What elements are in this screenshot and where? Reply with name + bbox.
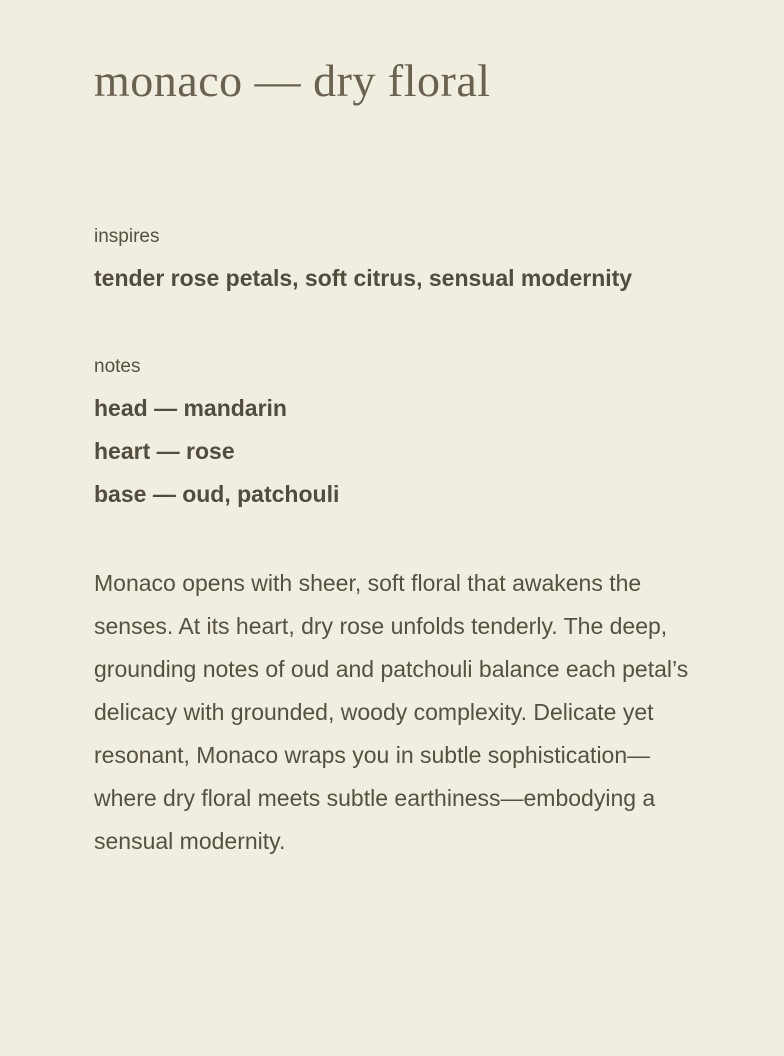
notes-label: notes <box>94 356 141 377</box>
note-line-head: head — mandarin <box>94 395 287 421</box>
inspires-value: tender rose petals, soft citrus, sensual modernity <box>94 265 633 291</box>
notes-section <box>94 354 694 516</box>
inspires-section <box>94 224 694 300</box>
note-line-heart: heart — rose <box>94 438 235 464</box>
inspires-label: inspires <box>94 226 160 247</box>
fragrance-description: Monaco opens with sheer, soft floral that awakens the senses. At its heart, dry rose unfolds tenderly. The deep, grounding notes of oud and patchouli balance each petal’s delicacy with grounded, woody complexity. Delicate yet resonant, Monaco wraps you in subtle sophistication—where dry floral meets subtle earthiness—embodying a sensual modernity. <box>94 570 689 854</box>
page-title: monaco — dry floral <box>94 55 491 106</box>
note-line-base: base — oud, patchouli <box>94 481 340 507</box>
